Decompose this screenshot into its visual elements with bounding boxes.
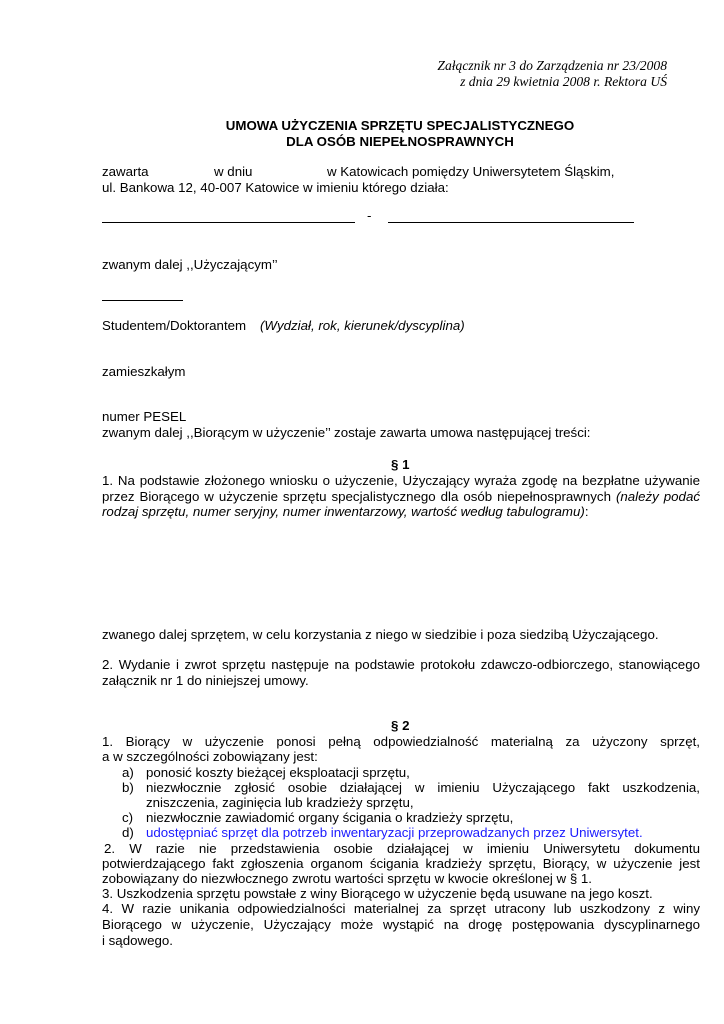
list-item-d: udostępniać sprzęt dla potrzeb inwentaryzacji przeprowadzanych przez Uniwersytet. [146,825,643,840]
s1-p1-line2-hint: (należy podać [615,489,700,504]
intro-address: ul. Bankowa 12, 40-007 Katowice w imieniu którego działa: [102,180,449,195]
header-date-line: z dnia 29 kwietnia 2008 r. Rektora UŚ [460,74,667,89]
s1-p2-line1: 2. Wydanie i zwrot sprzętu następuje na podstawie protokołu zdawczo-odbiorczego, stanowiącego [102,657,700,672]
signatory-line-left [102,222,355,223]
intro-zawarta: zawarta [102,164,149,179]
section-1-heading: § 1 [391,457,410,472]
list-item-b-line1: niezwłocznie zgłosić osobie działającej w imieniu Użyczającego fakt uszkodzenia, [146,780,700,795]
resident-label: zamieszkałym [102,364,186,379]
s2-p4-line2: Biorącego w użyczenie, Użyczający może wystąpić na drogę postępowania dyscyplinarnego [102,917,700,932]
pesel-label: numer PESEL [102,409,187,424]
s2-p1-line2: a w szczególności zobowiązany jest: [102,749,318,764]
s1-p1-line3-colon: : [584,504,589,519]
s1-p1-line1: 1. Na podstawie złożonego wniosku o użyczenie, Użyczający wyraża zgodę na bezpłatne używanie [102,473,700,488]
s1-p1-tail: zwanego dalej sprzętem, w celu korzystania z niego w siedzibie i poza siedzibą Użyczającego. [102,627,659,642]
signatory-dash: - [367,208,372,223]
s1-p1-line3-hint: rodzaj sprzętu, numer seryjny, numer inwentarzowy, wartość według tabulogramu) [102,504,585,519]
s1-p2-line2: załącznik nr 1 do niniejszej umowy. [102,673,309,688]
section-2-heading: § 2 [391,718,410,733]
student-hint: (Wydział, rok, kierunek/dyscyplina) [260,318,465,333]
list-marker-b: b) [122,780,134,795]
borrower-name-line [102,300,183,301]
intro-katowice: w Katowicach pomiędzy Uniwersytetem Śląskim, [327,164,615,179]
s2-p4-line1: 4. W razie unikania odpowiedzialności materialnej za sprzęt utracony lub uszkodzony z winy [102,901,700,916]
s1-p1-line2 [102,489,700,504]
s2-p4-line3: i sądowego. [102,933,173,948]
list-marker-a: a) [122,765,134,780]
s2-p1-line1: 1. Biorący w użyczenie ponosi pełną odpowiedzialność materialną za użyczony sprzęt, [102,734,700,749]
lender-definition: zwanym dalej ,,Użyczającym’’ [102,257,278,272]
document-title-line2: DLA OSÓB NIEPEŁNOSPRAWNYCH [286,134,514,149]
list-marker-c: c) [122,810,134,825]
list-item-b-line2: zniszczenia, zaginięcia lub kradzieży sprzętu, [146,795,414,810]
list-item-c: niezwłocznie zawiadomić organy ścigania o kradzieży sprzętu, [146,810,514,825]
s2-p2-line1: 2. W razie nie przedstawienia osobie działającej w imieniu Uniwersytetu dokumentu [104,841,700,856]
s1-p1-line2-text: przez Biorącego w użyczenie sprzętu specjalistycznego dla osób niepełnosprawnych [102,489,616,504]
list-item-a: ponosić koszty bieżącej eksploatacji sprzętu, [146,765,410,780]
student-label: Studentem/Doktorantem [102,318,247,333]
s2-p3: 3. Uszkodzenia sprzętu powstałe z winy Biorącego w użyczenie będą usuwane na jego koszt. [102,886,653,901]
list-marker-d: d) [122,825,134,840]
borrower-definition: zwanym dalej ,,Biorącym w użyczenie’’ zostaje zawarta umowa następującej treści: [102,425,591,440]
s2-p2-line3: zobowiązany do niezwłocznego zwrotu wartości sprzętu w kwocie określonej w § 1. [102,871,592,886]
document-title-line1: UMOWA UŻYCZENIA SPRZĘTU SPECJALISTYCZNEGO [225,118,575,133]
s1-p1-line3 [102,504,589,519]
intro-w-dniu: w dniu [214,164,253,179]
s2-p2-line2: potwierdzającego fakt zgłoszenia organom ścigania kradzieży sprzętu, Biorący, w użyczenie jest [102,856,700,871]
header-annex-line: Załącznik nr 3 do Zarządzenia nr 23/2008 [437,58,667,73]
signatory-line-right [388,222,634,223]
